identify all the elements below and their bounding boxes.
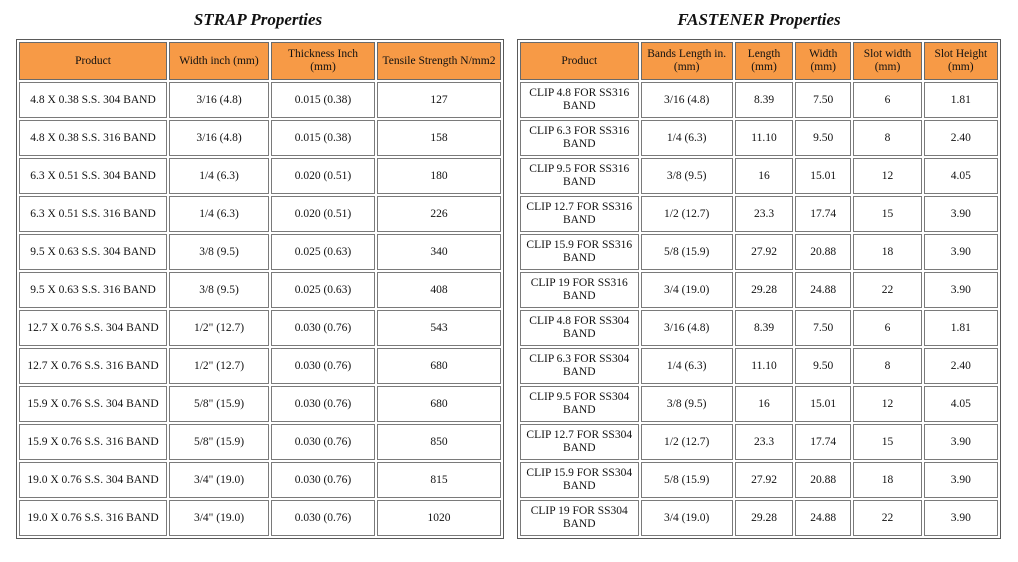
table-cell: 0.025 (0.63) — [271, 272, 375, 308]
table-cell: CLIP 6.3 FOR SS304 BAND — [520, 348, 639, 384]
table-cell: 5/8 (15.9) — [641, 462, 733, 498]
header-length: Length (mm) — [735, 42, 793, 80]
table-cell: 3/4" (19.0) — [169, 462, 269, 498]
table-row — [19, 500, 501, 536]
table-cell: 24.88 — [795, 272, 851, 308]
table-cell: 8.39 — [735, 82, 793, 118]
fastener-properties-table — [517, 39, 1001, 539]
table-row — [520, 348, 998, 384]
table-row — [520, 272, 998, 308]
table-cell: CLIP 15.9 FOR SS304 BAND — [520, 462, 639, 498]
table-cell: 1/4 (6.3) — [169, 196, 269, 232]
table-cell: 15 — [853, 196, 921, 232]
header-width: Width inch (mm) — [169, 42, 269, 80]
table-cell: 3.90 — [924, 462, 998, 498]
table-row — [19, 120, 501, 156]
table-row — [19, 310, 501, 346]
table-cell: 3.90 — [924, 500, 998, 536]
table-cell: 1.81 — [924, 310, 998, 346]
table-cell: 9.50 — [795, 348, 851, 384]
table-cell: 18 — [853, 462, 921, 498]
table-cell: 0.020 (0.51) — [271, 158, 375, 194]
table-cell: 4.8 X 0.38 S.S. 304 BAND — [19, 82, 167, 118]
table-cell: 9.5 X 0.63 S.S. 316 BAND — [19, 272, 167, 308]
table-row — [19, 272, 501, 308]
table-cell: 3/4" (19.0) — [169, 500, 269, 536]
table-cell: CLIP 9.5 FOR SS316 BAND — [520, 158, 639, 194]
table-cell: 850 — [377, 424, 501, 460]
table-row — [520, 120, 998, 156]
table-cell: 3.90 — [924, 424, 998, 460]
table-cell: 18 — [853, 234, 921, 270]
table-cell: 543 — [377, 310, 501, 346]
table-cell: 22 — [853, 272, 921, 308]
table-cell: 0.025 (0.63) — [271, 234, 375, 270]
table-cell: 815 — [377, 462, 501, 498]
table-cell: 8 — [853, 120, 921, 156]
table-cell: 24.88 — [795, 500, 851, 536]
table-cell: 2.40 — [924, 120, 998, 156]
table-cell: 11.10 — [735, 120, 793, 156]
strap-properties-table — [16, 39, 504, 539]
table-cell: CLIP 6.3 FOR SS316 BAND — [520, 120, 639, 156]
table-cell: 19.0 X 0.76 S.S. 304 BAND — [19, 462, 167, 498]
table-row — [19, 462, 501, 498]
table-cell: 16 — [735, 158, 793, 194]
header-bands-length: Bands Length in. (mm) — [641, 42, 733, 80]
table-cell: 1/2 (12.7) — [641, 424, 733, 460]
table-cell: 22 — [853, 500, 921, 536]
table-cell: 3/8 (9.5) — [169, 234, 269, 270]
table-cell: 158 — [377, 120, 501, 156]
table-cell: CLIP 4.8 FOR SS316 BAND — [520, 82, 639, 118]
table-cell: 0.030 (0.76) — [271, 424, 375, 460]
header-width: Width (mm) — [795, 42, 851, 80]
table-cell: 3/16 (4.8) — [169, 82, 269, 118]
strap-header-row — [19, 42, 501, 80]
table-cell: 9.5 X 0.63 S.S. 304 BAND — [19, 234, 167, 270]
table-cell: 15.01 — [795, 158, 851, 194]
header-slot-height: Slot Height (mm) — [924, 42, 998, 80]
table-cell: 408 — [377, 272, 501, 308]
table-row — [19, 234, 501, 270]
table-cell: 3/16 (4.8) — [641, 310, 733, 346]
table-cell: 12 — [853, 158, 921, 194]
table-cell: 4.05 — [924, 386, 998, 422]
table-row — [520, 158, 998, 194]
table-row — [19, 196, 501, 232]
table-cell: 226 — [377, 196, 501, 232]
table-cell: 0.015 (0.38) — [271, 120, 375, 156]
table-cell: CLIP 15.9 FOR SS316 BAND — [520, 234, 639, 270]
table-cell: 5/8" (15.9) — [169, 424, 269, 460]
table-cell: 12 — [853, 386, 921, 422]
table-row — [520, 386, 998, 422]
table-cell: 6 — [853, 310, 921, 346]
table-row — [520, 500, 998, 536]
table-cell: 3/8 (9.5) — [169, 272, 269, 308]
table-cell: 1/4 (6.3) — [641, 120, 733, 156]
table-row — [19, 158, 501, 194]
table-cell: 27.92 — [735, 234, 793, 270]
table-row — [520, 196, 998, 232]
table-cell: 17.74 — [795, 196, 851, 232]
strap-table-body — [19, 82, 501, 536]
table-row — [520, 310, 998, 346]
table-cell: CLIP 9.5 FOR SS304 BAND — [520, 386, 639, 422]
table-cell: CLIP 12.7 FOR SS316 BAND — [520, 196, 639, 232]
table-cell: CLIP 4.8 FOR SS304 BAND — [520, 310, 639, 346]
table-row — [520, 424, 998, 460]
table-cell: 15 — [853, 424, 921, 460]
table-cell: 8 — [853, 348, 921, 384]
table-cell: 0.030 (0.76) — [271, 348, 375, 384]
table-cell: 6 — [853, 82, 921, 118]
table-cell: 12.7 X 0.76 S.S. 304 BAND — [19, 310, 167, 346]
table-cell: 16 — [735, 386, 793, 422]
table-cell: 1/2" (12.7) — [169, 348, 269, 384]
table-cell: 17.74 — [795, 424, 851, 460]
table-cell: 180 — [377, 158, 501, 194]
table-cell: 6.3 X 0.51 S.S. 304 BAND — [19, 158, 167, 194]
table-cell: 5/8 (15.9) — [641, 234, 733, 270]
table-cell: 0.030 (0.76) — [271, 500, 375, 536]
table-cell: 1/4 (6.3) — [169, 158, 269, 194]
table-cell: 680 — [377, 386, 501, 422]
table-cell: 680 — [377, 348, 501, 384]
table-cell: 3/4 (19.0) — [641, 500, 733, 536]
header-slot-width: Slot width (mm) — [853, 42, 921, 80]
table-cell: 3/16 (4.8) — [169, 120, 269, 156]
table-cell: 6.3 X 0.51 S.S. 316 BAND — [19, 196, 167, 232]
fastener-table-body — [520, 82, 998, 536]
table-cell: CLIP 12.7 FOR SS304 BAND — [520, 424, 639, 460]
table-row — [19, 348, 501, 384]
table-cell: 340 — [377, 234, 501, 270]
table-cell: 11.10 — [735, 348, 793, 384]
table-row — [520, 234, 998, 270]
table-cell: 15.01 — [795, 386, 851, 422]
table-cell: 29.28 — [735, 500, 793, 536]
table-cell: 15.9 X 0.76 S.S. 304 BAND — [19, 386, 167, 422]
strap-properties-title: STRAP Properties — [193, 10, 323, 29]
table-cell: 9.50 — [795, 120, 851, 156]
table-cell: 7.50 — [795, 82, 851, 118]
table-cell: 20.88 — [795, 234, 851, 270]
table-cell: 0.015 (0.38) — [271, 82, 375, 118]
table-cell: CLIP 19 FOR SS304 BAND — [520, 500, 639, 536]
table-row — [19, 82, 501, 118]
header-tensile-strength: Tensile Strength N/mm2 — [377, 42, 501, 80]
table-cell: 23.3 — [735, 196, 793, 232]
table-row — [520, 462, 998, 498]
table-cell: 3.90 — [924, 234, 998, 270]
header-thickness: Thickness Inch (mm) — [271, 42, 375, 80]
table-cell: 5/8" (15.9) — [169, 386, 269, 422]
table-cell: 1/2 (12.7) — [641, 196, 733, 232]
table-cell: 19.0 X 0.76 S.S. 316 BAND — [19, 500, 167, 536]
table-cell: 4.05 — [924, 158, 998, 194]
table-cell: 0.020 (0.51) — [271, 196, 375, 232]
table-cell: 1.81 — [924, 82, 998, 118]
table-cell: 1020 — [377, 500, 501, 536]
table-cell: 23.3 — [735, 424, 793, 460]
table-cell: 3.90 — [924, 196, 998, 232]
table-cell: 3/4 (19.0) — [641, 272, 733, 308]
header-product: Product — [19, 42, 167, 80]
table-cell: 3/8 (9.5) — [641, 386, 733, 422]
table-cell: 0.030 (0.76) — [271, 310, 375, 346]
table-cell: CLIP 19 FOR SS316 BAND — [520, 272, 639, 308]
table-cell: 3/16 (4.8) — [641, 82, 733, 118]
table-cell: 27.92 — [735, 462, 793, 498]
table-cell: 20.88 — [795, 462, 851, 498]
table-cell: 4.8 X 0.38 S.S. 316 BAND — [19, 120, 167, 156]
fastener-properties-title: FASTENER Properties — [677, 10, 841, 29]
table-cell: 127 — [377, 82, 501, 118]
table-cell: 8.39 — [735, 310, 793, 346]
table-cell: 3.90 — [924, 272, 998, 308]
table-row — [19, 424, 501, 460]
table-cell: 1/4 (6.3) — [641, 348, 733, 384]
table-cell: 7.50 — [795, 310, 851, 346]
fastener-header-row — [520, 42, 998, 80]
table-cell: 12.7 X 0.76 S.S. 316 BAND — [19, 348, 167, 384]
table-cell: 0.030 (0.76) — [271, 386, 375, 422]
table-cell: 1/2" (12.7) — [169, 310, 269, 346]
table-cell: 0.030 (0.76) — [271, 462, 375, 498]
table-row — [520, 82, 998, 118]
table-cell: 3/8 (9.5) — [641, 158, 733, 194]
table-row — [19, 386, 501, 422]
table-cell: 29.28 — [735, 272, 793, 308]
table-cell: 2.40 — [924, 348, 998, 384]
table-cell: 15.9 X 0.76 S.S. 316 BAND — [19, 424, 167, 460]
header-product: Product — [520, 42, 639, 80]
